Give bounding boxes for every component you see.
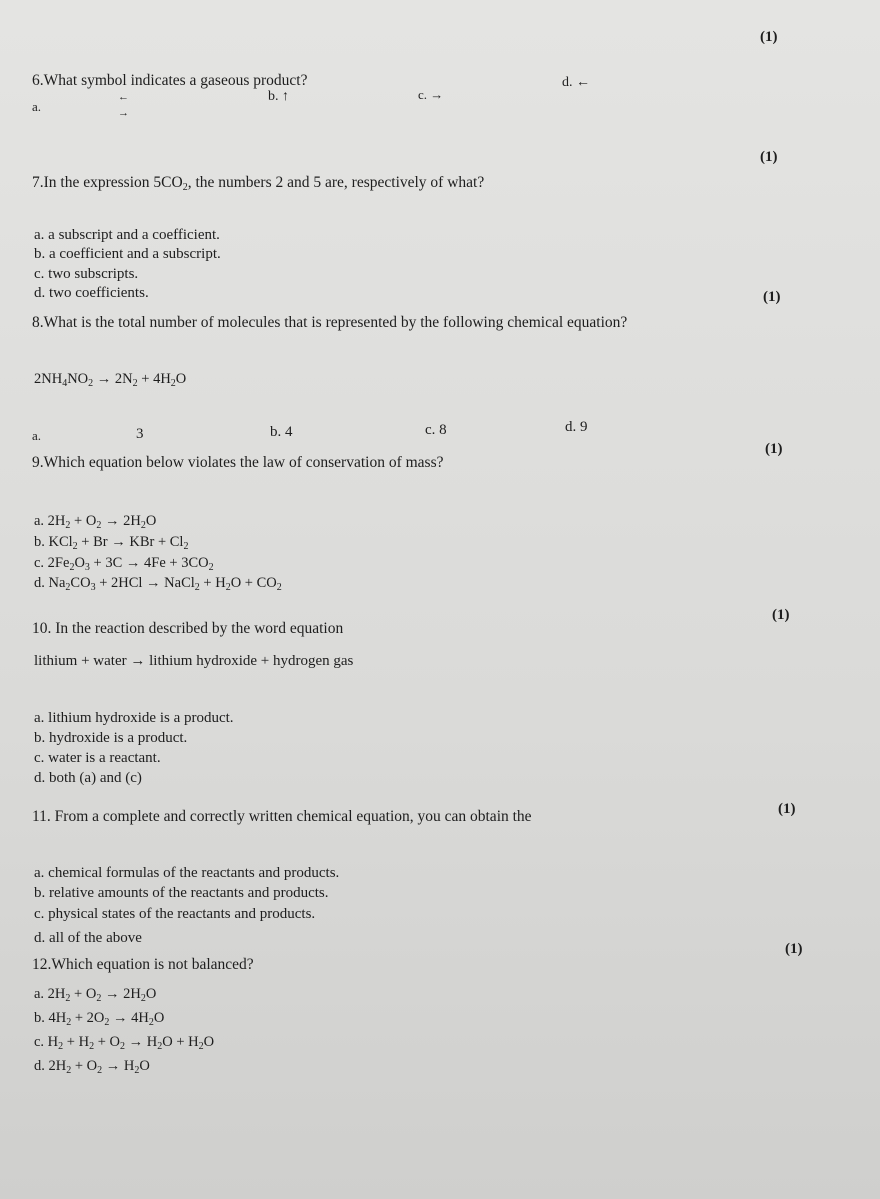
q8-eq-sub: 4 <box>62 378 68 389</box>
q12-option-a <box>34 985 156 1003</box>
q9-c-sub: 3 <box>84 562 90 573</box>
q9-option-d <box>34 574 282 592</box>
q9-option-c <box>34 554 214 572</box>
q12-b-sub: 2 <box>66 1017 72 1028</box>
q12-a-sub: 2 <box>96 993 102 1004</box>
q12-d-sub: 2 <box>66 1065 72 1076</box>
q12-c-sub: 2 <box>157 1041 163 1052</box>
q11-marks: (1) <box>778 801 796 817</box>
q8-equation <box>34 370 186 388</box>
q6-option-a-arrow-bottom: → <box>118 107 129 119</box>
q7-option-a: a. a subscript and a coefficient. <box>34 227 220 243</box>
q9-d-sub: 2 <box>276 582 282 593</box>
q12-b-part: + 2O <box>71 1010 105 1026</box>
q9-b-part: + Br → KBr + Cl <box>77 534 184 550</box>
q8-option-d: d. 9 <box>565 419 588 435</box>
q12-a-sub: 2 <box>65 993 71 1004</box>
q12-option-b <box>34 1009 164 1027</box>
q9-a-part: + O <box>70 513 97 529</box>
q9-b-part: b. KCl <box>34 534 73 550</box>
q9-d-sub: 2 <box>65 582 71 593</box>
q10-option-d: d. both (a) and (c) <box>34 770 142 786</box>
q8-marks: (1) <box>763 289 781 305</box>
q12-c-part: + O <box>94 1034 120 1050</box>
q9-d-part: CO <box>70 575 91 591</box>
q9-d-part: + H <box>199 575 226 591</box>
q9-b-sub: 2 <box>183 541 189 552</box>
q12-b-part: O <box>153 1010 165 1026</box>
q12-option-c <box>34 1033 214 1051</box>
q9-d-sub: 2 <box>194 582 200 593</box>
q9-a-part: → 2H <box>101 513 141 529</box>
q12-b-part: b. 4H <box>34 1010 67 1026</box>
q7-formula <box>153 174 187 191</box>
q8-option-c: c. 8 <box>425 422 447 438</box>
q7-question-pre: 7.In the expression <box>32 174 154 191</box>
q9-question: 9.Which equation below violates the law of conservation of mass? <box>32 454 444 471</box>
q12-question: 12.Which equation is not balanced? <box>32 956 254 973</box>
q11-option-c: c. physical states of the reactants and products. <box>34 906 316 922</box>
q10-option-b: b. hydroxide is a product. <box>34 730 188 746</box>
q11-option-b: b. relative amounts of the reactants and products. <box>34 885 329 901</box>
q12-marks: (1) <box>785 941 803 957</box>
q8-eq-part: O <box>175 371 187 387</box>
q7-question <box>32 174 484 192</box>
q9-a-sub: 2 <box>65 520 71 531</box>
q9-d-part: O + CO <box>230 575 277 591</box>
q9-a-sub: 2 <box>96 520 102 531</box>
q12-c-part: O + H <box>162 1034 199 1050</box>
q7-formula-sub: 2 <box>182 182 188 193</box>
q7-option-b: b. a coefficient and a subscript. <box>34 246 221 262</box>
q8-question: 8.What is the total number of molecules that is represented by the following chemical equation? <box>32 314 628 331</box>
q9-d-part: + 2HCl → NaCl <box>95 575 195 591</box>
q9-d-sub: 3 <box>90 582 96 593</box>
q7-marks: (1) <box>760 149 778 165</box>
q12-a-part: + O <box>70 986 97 1002</box>
q12-a-part: O <box>145 986 157 1002</box>
q7-question-post: , the numbers 2 and 5 are, respectively of what? <box>187 174 485 191</box>
q12-c-sub: 2 <box>198 1041 204 1052</box>
q12-d-part: → H <box>102 1058 135 1074</box>
q6-option-a-label: a. <box>32 99 42 114</box>
q9-option-a <box>34 512 156 530</box>
q12-c-part: O <box>203 1034 215 1050</box>
q6-option-a-arrow-top: ← <box>118 91 129 103</box>
q8-eq-part: + 4H <box>137 371 171 387</box>
q8-option-a-value: 3 <box>136 426 144 442</box>
q12-c-part: + H <box>63 1034 90 1050</box>
q12-a-sub: 2 <box>140 993 146 1004</box>
q9-c-part: + 3C → 4Fe + 3CO <box>89 555 209 571</box>
q12-b-sub: 2 <box>148 1017 154 1028</box>
q9-a-part: O <box>145 513 157 529</box>
q12-b-sub: 2 <box>104 1017 110 1028</box>
marks-top: (1) <box>760 29 778 45</box>
q10-marks: (1) <box>772 607 790 623</box>
q7-option-d: d. two coefficients. <box>34 285 149 301</box>
q11-option-d: d. all of the above <box>34 930 142 946</box>
q6-option-b: b. ↑ <box>268 89 289 104</box>
q12-d-sub: 2 <box>97 1065 103 1076</box>
q9-c-part: c. 2Fe <box>34 555 70 571</box>
q10-word-equation: lithium + water → lithium hydroxide + hydrogen gas <box>34 653 354 669</box>
q7-option-c: c. two subscripts. <box>34 266 139 282</box>
q12-b-part: → 4H <box>109 1010 149 1026</box>
q9-d-part: d. Na <box>34 575 66 591</box>
q12-c-part: c. H <box>34 1034 59 1050</box>
q12-d-part: + O <box>71 1058 98 1074</box>
q8-eq-part: → 2N <box>93 371 133 387</box>
q8-eq-sub: 2 <box>170 378 176 389</box>
q12-option-d <box>34 1057 150 1075</box>
q6-question: 6.What symbol indicates a gaseous product? <box>32 72 308 89</box>
q12-d-sub: 2 <box>134 1065 140 1076</box>
q11-question: 11. From a complete and correctly written chemical equation, you can obtain the <box>32 808 532 825</box>
q10-option-a: a. lithium hydroxide is a product. <box>34 710 234 726</box>
q8-option-a-label: a. <box>32 428 42 443</box>
q11-option-a: a. chemical formulas of the reactants and products. <box>34 865 340 881</box>
q9-a-sub: 2 <box>140 520 146 531</box>
q9-b-sub: 2 <box>72 541 78 552</box>
q10-question: 10. In the reaction described by the word equation <box>32 620 344 637</box>
q6-option-d: d. ← <box>562 75 590 90</box>
q8-eq-part: 2NH <box>34 371 63 387</box>
q6-option-c: c. → <box>418 87 444 102</box>
q9-c-sub: 2 <box>69 562 75 573</box>
q12-d-part: d. 2H <box>34 1058 67 1074</box>
q12-c-sub: 2 <box>89 1041 95 1052</box>
q9-marks: (1) <box>765 441 783 457</box>
q8-eq-sub: 2 <box>132 378 138 389</box>
q9-option-b <box>34 533 188 551</box>
q9-c-sub: 2 <box>208 562 214 573</box>
q9-d-sub: 2 <box>225 582 231 593</box>
q8-option-b: b. 4 <box>270 424 293 440</box>
q7-formula-main: 5CO <box>153 174 183 191</box>
q9-a-part: a. 2H <box>34 513 66 529</box>
q8-eq-part: NO <box>67 371 89 387</box>
q12-c-sub: 2 <box>119 1041 125 1052</box>
q9-c-part: O <box>74 555 85 571</box>
q12-d-part: O <box>139 1058 150 1074</box>
q12-c-part: → H <box>124 1034 158 1050</box>
q10-option-c: c. water is a reactant. <box>34 750 161 766</box>
q12-c-sub: 2 <box>58 1041 64 1052</box>
q12-a-part: → 2H <box>101 986 141 1002</box>
q12-a-part: a. 2H <box>34 986 66 1002</box>
q8-eq-sub: 2 <box>88 378 94 389</box>
